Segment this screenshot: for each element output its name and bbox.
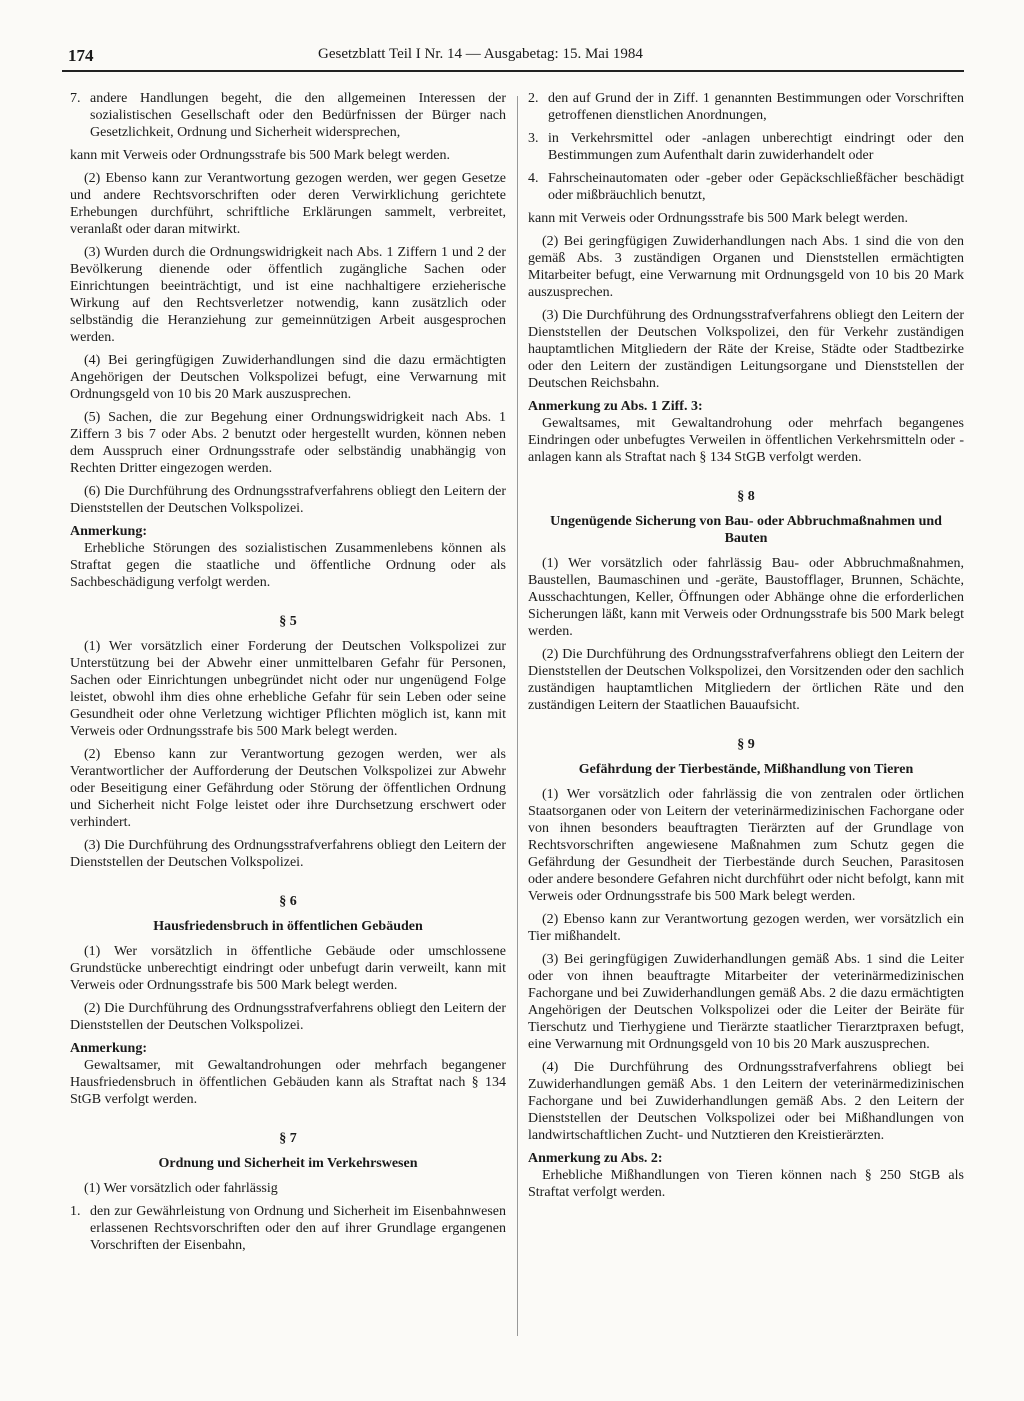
paragraph: (2) Die Durchführung des Ordnungsstrafverfahrens obliegt den Leitern der Dienststellen der Deutschen Volkspolizei, den Vorsitzenden oder den sachlich zuständigen hauptamtlichen Mitgliedern der örtlichen Räte und den zuständigen Leitern der Staatlichen Bauaufsicht. [528,647,964,713]
paragraph: (3) Wurden durch die Ordnungswidrigkeit nach Abs. 1 Ziffern 1 und 2 der Bevölkerung dienende oder öffentlich zugängliche Sachen oder Einrichtungen beeinträchtigt, und ist eine nachhaltigere erzieherische Wirkung auf den Rechtsverletzer notwendig, kann zusätzlich oder selbständig die Heranziehung zur gemeinnützigen Arbeit ausgesprochen werden. [70,245,506,345]
note-text: Gewaltsames, mit Gewaltandrohung oder mehrfach begangenes Eindringen oder unbefugtes Verweilen in öffentlichen Verkehrsmitteln oder -anlagen kann als Straftat nach § 134 StGB verfolgt werden. [528,416,964,465]
paragraph: (1) Wer vorsätzlich in öffentliche Gebäude oder umschlossene Grundstücke unberechtigt eindringt oder unbefugt darin verweilt, kann mit Verweis oder Ordnungsstrafe bis 500 Mark belegt werden. [70,944,506,993]
note-text: Erhebliche Störungen des sozialistischen Zusammenlebens können als Straftat gegen die staatliche und öffentliche Ordnung oder als Sachbeschädigung verfolgt werden. [70,541,506,590]
left-column [70,90,506,1260]
column-divider [517,96,518,1336]
section-number: § 6 [279,894,297,909]
paragraph: (2) Bei geringfügigen Zuwiderhandlungen nach Abs. 1 sind die von den gemäß Abs. 3 zuständigen Organen und Dienststellen ermächtigten Mitarbeiter befugt, eine Verwarnung mit Ordnungsgeld von 10 bis 20 Mark auszusprechen. [528,234,964,300]
item-number: 1. [70,1204,81,1219]
section-number: § 8 [737,489,755,504]
header-rule [62,70,964,72]
paragraph: kann mit Verweis oder Ordnungsstrafe bis 500 Mark belegt werden. [70,148,450,163]
section-number: § 7 [279,1131,297,1146]
paragraph: (6) Die Durchführung des Ordnungsstrafverfahrens obliegt den Leitern der Dienststellen der Deutschen Volkspolizei. [70,484,506,516]
paragraph: (2) Ebenso kann zur Verantwortung gezogen werden, wer gegen Gesetze und andere Rechtsvorschriften oder deren Verwirklichung gerichtete Erhebungen durchführt, schriftliche Erklärungen sammelt, verbreitet, veranlaßt oder daran mitwirkt. [70,171,506,237]
item-text: den zur Gewährleistung von Ordnung und Sicherheit im Eisenbahnwesen erlassenen Rechtsvorschriften oder den auf ihrer Grundlage ergangenen Vorschriften der Eisenbahn, [90,1204,506,1253]
note-heading: Anmerkung: [70,1041,148,1056]
paragraph: (4) Bei geringfügigen Zuwiderhandlungen sind die dazu ermächtigten Angehörigen der Deutschen Volkspolizei befugt, eine Verwarnung mit Ordnungsgeld von 10 bis 20 Mark auszusprechen. [70,353,506,402]
note-heading: Anmerkung: [70,524,148,539]
item-number: 4. [528,171,539,186]
note-text: Gewaltsamer, mit Gewaltandrohungen oder mehrfach begangener Hausfriedensbruch in öffentlichen Gebäuden kann als Straftat nach § 134 StGB verfolgt werden. [70,1058,506,1107]
item-text: Fahrscheinautomaten oder -geber oder Gepäckschließfächer beschädigt oder mißbräuchlich benutzt, [548,171,964,203]
section-number: § 9 [737,737,755,752]
list-item [528,90,964,124]
paragraph: (3) Bei geringfügigen Zuwiderhandlungen gemäß Abs. 1 sind die Leiter oder von ihnen beauftragte Mitarbeiter der veterinärmedizinischen Fachorgane und bei Zuwiderhandlungen gemäß Abs. 2 die dazu ermächtigten Angehörigen der Deutschen Volkspolizei oder die Leiter der Beiräte für Tierschutz und Tierhygiene und Tierärzte staatlicher Tierarztpraxen befugt, eine Verwarnung mit Ordnungsgeld von 10 bis 20 Mark auszusprechen. [528,952,964,1052]
note-heading: Anmerkung zu Abs. 1 Ziff. 3: [528,399,703,414]
section-number: § 5 [279,614,297,629]
paragraph: (1) Wer vorsätzlich oder fahrlässig Bau- oder Abbruchmaßnahmen, Baustellen, Baumaschinen und -geräte, Baustofflager, Brunnen, Schächte, Ausschachtungen, Keller, Öffnungen oder Abhänge ohne die erforderlichen Sicherungen läßt, kann mit Verweis oder Ordnungsstrafe bis 500 Mark belegt werden. [528,556,964,639]
paragraph: (2) Die Durchführung des Ordnungsstrafverfahrens obliegt den Leitern der Dienststellen der Deutschen Volkspolizei. [70,1001,506,1033]
list-item [528,170,964,204]
right-column [528,90,964,1207]
list-item [528,130,964,164]
section-title: Ordnung und Sicherheit im Verkehrswesen [158,1156,418,1171]
section-title: Hausfriedensbruch in öffentlichen Gebäuden [153,919,423,934]
list-item [70,1203,506,1254]
item-text: den auf Grund der in Ziff. 1 genannten Bestimmungen oder Vorschriften getroffenen dienstlichen Anordnungen, [548,91,964,123]
list-item [70,90,506,141]
item-number: 2. [528,91,539,106]
paragraph: (1) Wer vorsätzlich oder fahrlässig die von zentralen oder örtlichen Staatsorganen oder von Leitern der veterinärmedizinischen Fachorgane oder von ihnen besonders beauftragten Tierärzten auf der Grundlage von Rechtsvorschriften angewiesene Maßnahmen zum Schutz gegen die Gefährdung der Gesundheit der Tierbestände durch Seuchen, Parasitosen oder andere besondere Gefahren nicht durchführt oder nicht befolgt, kann mit Verweis oder Ordnungsstrafe bis 500 Mark belegt werden. [528,787,964,904]
paragraph: (2) Ebenso kann zur Verantwortung gezogen werden, wer vorsätzlich ein Tier mißhandelt. [528,912,964,944]
note-text: Erhebliche Mißhandlungen von Tieren können nach § 250 StGB als Straftat verfolgt werden. [528,1168,964,1200]
paragraph: (5) Sachen, die zur Begehung einer Ordnungswidrigkeit nach Abs. 1 Ziffern 3 bis 7 oder Abs. 2 benutzt oder hergestellt wurden, können neben dem Ausspruch einer Ordnungsstrafe oder selbständig unabhängig von Rechten Dritter eingezogen werden. [70,410,506,476]
paragraph: (1) Wer vorsätzlich einer Forderung der Deutschen Volkspolizei zur Unterstützung bei der Abwehr einer unmittelbaren Gefahr für Personen, Sachen oder Einrichtungen unbegründet nicht oder nur ungenügend Folge leistet, obwohl ihm dies ohne erhebliche Gefahr für sein Leben oder seine Gesundheit oder ohne Verletzung wichtiger Pflichten möglich ist, kann mit Verweis oder Ordnungsstrafe bis 500 Mark belegt werden. [70,639,506,739]
item-text: in Verkehrsmittel oder -anlagen unberechtigt eindringt oder den Bestimmungen zum Aufenthalt darin zuwiderhandelt oder [548,131,964,163]
paragraph: (2) Ebenso kann zur Verantwortung gezogen werden, wer als Verantwortlicher der Aufforderung der Deutschen Volkspolizei zur Abwehr oder Beseitigung einer Gefährdung oder Störung der öffentlichen Ordnung und Sicherheit nicht Folge leistet oder ihre Durchsetzung erschwert oder verhindert. [70,747,506,830]
page-number: 174 [68,46,94,65]
paragraph: (3) Die Durchführung des Ordnungsstrafverfahrens obliegt den Leitern der Dienststellen der Deutschen Volkspolizei, den für Verkehr zuständigen hauptamtlichen Mitgliedern der Räte der Kreise, Städte oder Stadtbezirke oder den Leitern der zuständigen Leitungsorgane und Dienststellen der Deutschen Reichsbahn. [528,308,964,391]
paragraph: (1) Wer vorsätzlich oder fahrlässig [84,1181,278,1196]
item-text: andere Handlungen begeht, die den allgemeinen Interessen der sozialistischen Gesellschaft oder den Bedürfnissen der Bürger nach Gesetzlichkeit, Ordnung und Sicherheit widersprechen, [90,91,506,140]
paragraph: (4) Die Durchführung des Ordnungsstrafverfahrens obliegt bei Zuwiderhandlungen gemäß Abs. 1 den Leitern der veterinärmedizinischen Fachorgane und bei Zuwiderhandlungen gemäß Abs. 2 den Leitern der Dienststellen der Deutschen Volkspolizei oder bei Mißhandlungen von landwirtschaftlichen Zucht- und Nutztieren den Kreistierärzten. [528,1060,964,1143]
section-title: Ungenügende Sicherung von Bau- oder Abbruchmaßnahmen und Bauten [550,514,942,546]
item-number: 7. [70,91,81,106]
paragraph: (3) Die Durchführung des Ordnungsstrafverfahrens obliegt den Leitern der Dienststellen der Deutschen Volkspolizei. [70,838,506,870]
paragraph: kann mit Verweis oder Ordnungsstrafe bis 500 Mark belegt werden. [528,211,908,226]
page-header [68,46,968,66]
section-title: Gefährdung der Tierbestände, Mißhandlung von Tieren [578,762,914,777]
note-heading: Anmerkung zu Abs. 2: [528,1151,663,1166]
item-number: 3. [528,131,539,146]
header-title: Gesetzblatt Teil I Nr. 14 — Ausgabetag: 15. Mai 1984 [318,46,643,62]
